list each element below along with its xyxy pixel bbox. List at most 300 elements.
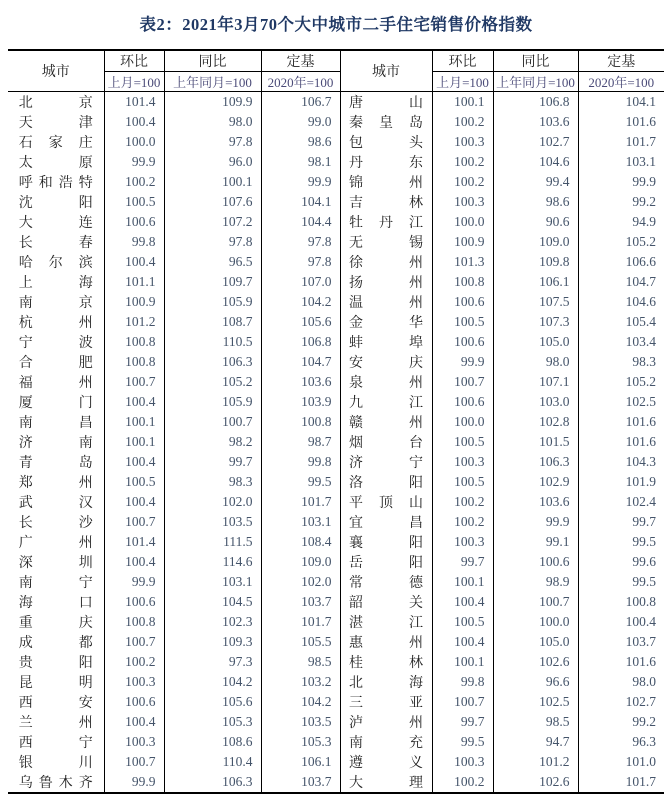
yoy-value-cell: 100.6 [493, 552, 578, 572]
mom-value-cell: 100.4 [104, 392, 164, 412]
city-cell [8, 572, 104, 592]
base-value-cell: 101.6 [578, 412, 664, 432]
table-row [8, 132, 664, 152]
base-value-cell: 99.5 [578, 572, 664, 592]
table-row [8, 392, 664, 412]
yoy-value-cell: 97.8 [164, 232, 261, 252]
mom-value-cell: 100.3 [432, 192, 493, 212]
yoy-value-cell: 105.9 [164, 292, 261, 312]
mom-value-cell: 100.1 [104, 432, 164, 452]
mom-value-cell: 99.7 [432, 552, 493, 572]
city-cell [340, 412, 432, 432]
mom-value-cell: 100.6 [432, 292, 493, 312]
table-row [8, 472, 664, 492]
yoy-value-cell: 97.3 [164, 652, 261, 672]
city-cell [340, 732, 432, 752]
city-cell [8, 212, 104, 232]
base-value-cell: 100.8 [578, 592, 664, 612]
yoy-value-cell: 103.5 [164, 512, 261, 532]
yoy-value-cell: 100.1 [164, 172, 261, 192]
city-name: 北海 [349, 676, 423, 691]
yoy-value-cell: 106.3 [164, 352, 261, 372]
mom-value-cell: 100.3 [104, 732, 164, 752]
yoy-value-cell: 105.3 [164, 712, 261, 732]
city-cell [340, 392, 432, 412]
city-cell [8, 192, 104, 212]
yoy-value-cell: 108.6 [164, 732, 261, 752]
city-name: 上海 [18, 276, 93, 291]
base-value-cell: 104.1 [261, 192, 340, 212]
yoy-value-cell: 101.5 [493, 432, 578, 452]
yoy-value-cell: 105.0 [493, 332, 578, 352]
base-value-cell: 102.5 [578, 392, 664, 412]
base-value-cell: 102.4 [578, 492, 664, 512]
base-value-cell: 109.0 [261, 552, 340, 572]
yoy-value-cell: 102.6 [493, 772, 578, 793]
yoy-value-cell: 106.3 [164, 772, 261, 793]
base-value-cell: 99.2 [578, 192, 664, 212]
base-value-cell: 106.6 [578, 252, 664, 272]
table-row [8, 192, 664, 212]
table-row [8, 632, 664, 652]
city-cell [340, 152, 432, 172]
base-value-cell: 98.7 [261, 432, 340, 452]
city-name: 呼和浩特 [18, 176, 93, 191]
city-name: 深圳 [18, 556, 93, 571]
city-cell [340, 112, 432, 132]
city-cell [8, 552, 104, 572]
table-row [8, 172, 664, 192]
header-mom-left: 环比 [104, 50, 164, 72]
city-cell [340, 672, 432, 692]
city-cell [8, 372, 104, 392]
base-value-cell: 101.9 [578, 472, 664, 492]
mom-value-cell: 99.5 [432, 732, 493, 752]
city-name: 杭州 [18, 316, 93, 331]
yoy-value-cell: 97.8 [164, 132, 261, 152]
city-name: 桂林 [349, 656, 423, 671]
city-cell [8, 152, 104, 172]
base-value-cell: 106.8 [261, 332, 340, 352]
city-name: 郑州 [18, 476, 93, 491]
city-name: 锦州 [349, 176, 423, 191]
yoy-value-cell: 114.6 [164, 552, 261, 572]
mom-value-cell: 100.2 [432, 112, 493, 132]
city-cell [8, 652, 104, 672]
header-row-bases [8, 72, 664, 92]
city-name: 牡丹江 [349, 216, 423, 231]
base-value-cell: 105.2 [578, 232, 664, 252]
table-row [8, 292, 664, 312]
base-value-cell: 96.3 [578, 732, 664, 752]
base-value-cell: 104.4 [261, 212, 340, 232]
base-value-cell: 98.6 [261, 132, 340, 152]
table-row [8, 692, 664, 712]
city-cell [340, 652, 432, 672]
mom-value-cell: 100.6 [104, 692, 164, 712]
base-value-cell: 99.5 [578, 532, 664, 552]
table-row [8, 532, 664, 552]
city-cell [8, 472, 104, 492]
mom-value-cell: 99.9 [432, 352, 493, 372]
city-name: 唐山 [349, 96, 423, 111]
table-row [8, 412, 664, 432]
city-cell [340, 492, 432, 512]
yoy-value-cell: 109.0 [493, 232, 578, 252]
city-cell [8, 512, 104, 532]
base-value-cell: 99.5 [261, 472, 340, 492]
mom-value-cell: 99.9 [104, 152, 164, 172]
yoy-value-cell: 99.7 [164, 452, 261, 472]
city-name: 昆明 [18, 676, 93, 691]
mom-value-cell: 100.3 [432, 532, 493, 552]
table-header [8, 50, 664, 92]
yoy-value-cell: 105.9 [164, 392, 261, 412]
yoy-value-cell: 98.6 [493, 192, 578, 212]
city-cell [340, 752, 432, 772]
mom-value-cell: 100.5 [432, 312, 493, 332]
yoy-value-cell: 99.1 [493, 532, 578, 552]
mom-value-cell: 101.2 [104, 312, 164, 332]
city-cell [340, 432, 432, 452]
yoy-value-cell: 110.5 [164, 332, 261, 352]
base-value-cell: 102.0 [261, 572, 340, 592]
mom-value-cell: 100.6 [432, 332, 493, 352]
base-value-cell: 104.6 [578, 292, 664, 312]
city-cell [8, 252, 104, 272]
base-value-cell: 103.4 [578, 332, 664, 352]
subheader-mom-left: 上月=100 [104, 72, 164, 92]
city-cell [340, 692, 432, 712]
city-cell [340, 92, 432, 113]
mom-value-cell: 100.2 [432, 152, 493, 172]
city-cell [8, 232, 104, 252]
city-cell [340, 772, 432, 793]
yoy-value-cell: 107.6 [164, 192, 261, 212]
base-value-cell: 101.7 [578, 772, 664, 793]
city-name: 沈阳 [18, 196, 93, 211]
table-row [8, 312, 664, 332]
base-value-cell: 106.7 [261, 92, 340, 113]
yoy-value-cell: 103.1 [164, 572, 261, 592]
city-cell [340, 332, 432, 352]
table-row [8, 712, 664, 732]
base-value-cell: 98.1 [261, 152, 340, 172]
base-value-cell: 104.7 [578, 272, 664, 292]
base-value-cell: 103.7 [261, 772, 340, 793]
base-value-cell: 98.0 [578, 672, 664, 692]
city-name: 海口 [18, 596, 93, 611]
mom-value-cell: 100.4 [104, 712, 164, 732]
yoy-value-cell: 109.8 [493, 252, 578, 272]
base-value-cell: 104.1 [578, 92, 664, 113]
table-row [8, 372, 664, 392]
city-name: 天津 [18, 116, 93, 131]
mom-value-cell: 100.2 [432, 172, 493, 192]
yoy-value-cell: 105.0 [493, 632, 578, 652]
yoy-value-cell: 102.7 [493, 132, 578, 152]
mom-value-cell: 100.5 [432, 432, 493, 452]
table-row [8, 592, 664, 612]
city-cell [340, 192, 432, 212]
header-base-right: 定基 [578, 50, 664, 72]
city-cell [340, 352, 432, 372]
city-name: 南充 [349, 736, 423, 751]
yoy-value-cell: 98.0 [493, 352, 578, 372]
city-name: 遵义 [349, 756, 423, 771]
yoy-value-cell: 102.9 [493, 472, 578, 492]
yoy-value-cell: 103.0 [493, 392, 578, 412]
base-value-cell: 100.4 [578, 612, 664, 632]
yoy-value-cell: 109.7 [164, 272, 261, 292]
mom-value-cell: 100.0 [432, 412, 493, 432]
base-value-cell: 99.6 [578, 552, 664, 572]
header-base-left: 定基 [261, 50, 340, 72]
city-name: 厦门 [18, 396, 93, 411]
mom-value-cell: 100.7 [104, 632, 164, 652]
city-name: 韶关 [349, 596, 423, 611]
yoy-value-cell: 99.9 [493, 512, 578, 532]
mom-value-cell: 100.5 [432, 472, 493, 492]
yoy-value-cell: 106.3 [493, 452, 578, 472]
city-name: 宜昌 [349, 516, 423, 531]
city-name: 岳阳 [349, 556, 423, 571]
mom-value-cell: 100.7 [432, 692, 493, 712]
mom-value-cell: 100.0 [432, 212, 493, 232]
city-name: 赣州 [349, 416, 423, 431]
city-cell [340, 212, 432, 232]
mom-value-cell: 100.3 [104, 672, 164, 692]
yoy-value-cell: 102.8 [493, 412, 578, 432]
city-cell [8, 352, 104, 372]
city-cell [340, 292, 432, 312]
mom-value-cell: 100.6 [104, 212, 164, 232]
table-row [8, 512, 664, 532]
base-value-cell: 101.7 [261, 612, 340, 632]
yoy-value-cell: 104.5 [164, 592, 261, 612]
base-value-cell: 103.9 [261, 392, 340, 412]
table-row [8, 332, 664, 352]
yoy-value-cell: 96.5 [164, 252, 261, 272]
city-name: 乌鲁木齐 [18, 776, 93, 791]
mom-value-cell: 100.2 [104, 172, 164, 192]
city-name: 烟台 [349, 436, 423, 451]
city-cell [8, 612, 104, 632]
mom-value-cell: 100.1 [104, 412, 164, 432]
city-cell [8, 332, 104, 352]
city-name: 济南 [18, 436, 93, 451]
city-name: 宁波 [18, 336, 93, 351]
table-body [8, 92, 664, 794]
city-name: 金华 [349, 316, 423, 331]
city-name: 广州 [18, 536, 93, 551]
city-name: 泸州 [349, 716, 423, 731]
mom-value-cell: 100.2 [104, 652, 164, 672]
mom-value-cell: 99.9 [104, 772, 164, 793]
yoy-value-cell: 105.6 [164, 692, 261, 712]
mom-value-cell: 100.8 [432, 272, 493, 292]
table-row [8, 652, 664, 672]
city-name: 秦皇岛 [349, 116, 423, 131]
yoy-value-cell: 96.6 [493, 672, 578, 692]
city-cell [8, 132, 104, 152]
header-row-groups [8, 50, 664, 72]
yoy-value-cell: 107.3 [493, 312, 578, 332]
yoy-value-cell: 104.2 [164, 672, 261, 692]
header-yoy-right: 同比 [493, 50, 578, 72]
mom-value-cell: 99.8 [104, 232, 164, 252]
city-cell [8, 732, 104, 752]
base-value-cell: 104.7 [261, 352, 340, 372]
table-row [8, 152, 664, 172]
city-name: 丹东 [349, 156, 423, 171]
table-row [8, 352, 664, 372]
base-value-cell: 105.4 [578, 312, 664, 332]
mom-value-cell: 100.4 [104, 252, 164, 272]
city-cell [340, 312, 432, 332]
yoy-value-cell: 101.2 [493, 752, 578, 772]
city-name: 北京 [18, 96, 93, 111]
table-row [8, 772, 664, 793]
mom-value-cell: 100.9 [432, 232, 493, 252]
city-name: 南京 [18, 296, 93, 311]
mom-value-cell: 100.4 [104, 112, 164, 132]
city-cell [8, 672, 104, 692]
city-name: 西安 [18, 696, 93, 711]
city-name: 济宁 [349, 456, 423, 471]
table-row [8, 252, 664, 272]
table-title: 表2：2021年3月70个大中城市二手住宅销售价格指数 [139, 15, 533, 34]
mom-value-cell: 100.2 [432, 492, 493, 512]
mom-value-cell: 100.3 [432, 452, 493, 472]
city-cell [340, 592, 432, 612]
city-cell [8, 752, 104, 772]
city-name: 无锡 [349, 236, 423, 251]
base-value-cell: 104.2 [261, 692, 340, 712]
base-value-cell: 105.6 [261, 312, 340, 332]
mom-value-cell: 100.9 [104, 292, 164, 312]
city-name: 蚌埠 [349, 336, 423, 351]
price-index-table [8, 49, 664, 794]
base-value-cell: 101.6 [578, 112, 664, 132]
yoy-value-cell: 94.7 [493, 732, 578, 752]
city-name: 湛江 [349, 616, 423, 631]
base-value-cell: 105.5 [261, 632, 340, 652]
yoy-value-cell: 100.7 [164, 412, 261, 432]
subheader-yoy-left: 上年同月=100 [164, 72, 261, 92]
city-name: 平顶山 [349, 496, 423, 511]
city-cell [340, 252, 432, 272]
city-name: 青岛 [18, 456, 93, 471]
yoy-value-cell: 110.4 [164, 752, 261, 772]
header-city-right: 城市 [340, 50, 432, 92]
yoy-value-cell: 102.0 [164, 492, 261, 512]
base-value-cell: 103.1 [578, 152, 664, 172]
base-value-cell: 103.6 [261, 372, 340, 392]
city-name: 南昌 [18, 416, 93, 431]
base-value-cell: 98.5 [261, 652, 340, 672]
table-row [8, 212, 664, 232]
city-name: 徐州 [349, 256, 423, 271]
mom-value-cell: 100.5 [104, 472, 164, 492]
city-cell [340, 512, 432, 532]
table-row [8, 452, 664, 472]
base-value-cell: 97.8 [261, 232, 340, 252]
base-value-cell: 103.5 [261, 712, 340, 732]
city-name: 包头 [349, 136, 423, 151]
base-value-cell: 101.7 [578, 132, 664, 152]
yoy-value-cell: 107.5 [493, 292, 578, 312]
city-cell [8, 492, 104, 512]
city-name: 太原 [18, 156, 93, 171]
table-row [8, 112, 664, 132]
table-row [8, 612, 664, 632]
city-cell [8, 112, 104, 132]
base-value-cell: 103.7 [261, 592, 340, 612]
mom-value-cell: 100.5 [104, 192, 164, 212]
mom-value-cell: 100.6 [432, 392, 493, 412]
base-value-cell: 98.3 [578, 352, 664, 372]
base-value-cell: 103.1 [261, 512, 340, 532]
yoy-value-cell: 109.9 [164, 92, 261, 113]
mom-value-cell: 100.3 [432, 132, 493, 152]
yoy-value-cell: 104.6 [493, 152, 578, 172]
mom-value-cell: 100.7 [432, 372, 493, 392]
mom-value-cell: 100.1 [432, 572, 493, 592]
mom-value-cell: 101.4 [104, 532, 164, 552]
base-value-cell: 99.8 [261, 452, 340, 472]
city-cell [8, 172, 104, 192]
city-cell [8, 312, 104, 332]
table-row [8, 732, 664, 752]
mom-value-cell: 101.1 [104, 272, 164, 292]
yoy-value-cell: 98.0 [164, 112, 261, 132]
table-row [8, 672, 664, 692]
base-value-cell: 99.2 [578, 712, 664, 732]
city-cell [8, 292, 104, 312]
city-cell [8, 532, 104, 552]
city-cell [8, 712, 104, 732]
city-name: 洛阳 [349, 476, 423, 491]
yoy-value-cell: 106.8 [493, 92, 578, 113]
base-value-cell: 101.6 [578, 652, 664, 672]
yoy-value-cell: 107.1 [493, 372, 578, 392]
city-name: 长春 [18, 236, 93, 251]
city-cell [8, 632, 104, 652]
mom-value-cell: 100.4 [432, 632, 493, 652]
city-cell [340, 232, 432, 252]
base-value-cell: 106.1 [261, 752, 340, 772]
city-cell [340, 712, 432, 732]
mom-value-cell: 100.5 [432, 612, 493, 632]
table-row [8, 92, 664, 113]
table-row [8, 432, 664, 452]
yoy-value-cell: 99.4 [493, 172, 578, 192]
mom-value-cell: 100.0 [104, 132, 164, 152]
base-value-cell: 107.0 [261, 272, 340, 292]
city-cell [8, 692, 104, 712]
city-name: 成都 [18, 636, 93, 651]
base-value-cell: 102.7 [578, 692, 664, 712]
city-cell [8, 772, 104, 793]
mom-value-cell: 100.1 [432, 652, 493, 672]
mom-value-cell: 100.8 [104, 332, 164, 352]
table-row [8, 492, 664, 512]
mom-value-cell: 100.2 [432, 512, 493, 532]
city-name: 福州 [18, 376, 93, 391]
table-row [8, 572, 664, 592]
base-value-cell: 108.4 [261, 532, 340, 552]
